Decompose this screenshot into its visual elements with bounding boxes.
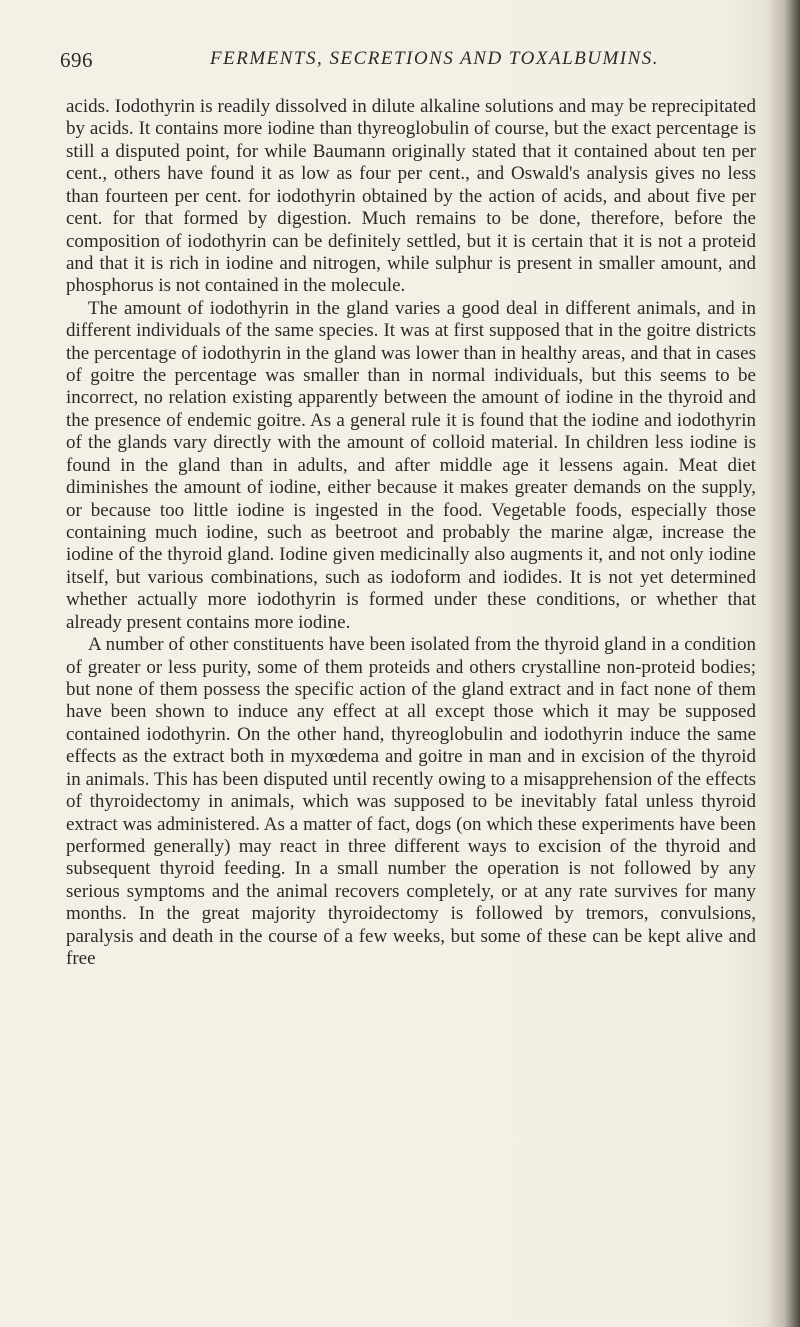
- paragraph: acids. Iodothyrin is readily dissolved in dilute alkaline solutions and may be reprecipitated by acids. It contains more iodine than thyreoglobulin of course, but the exact percentage is still a disputed point, for while Baumann originally stated that it contained about ten per cent., others have found it as low as four per cent., and Oswald's analysis gives no less than fourteen per cent. for iodothyrin obtained by the action of acids, and about five per cent. for that formed by digestion. Much remains to be done, therefore, before the composition of iodothyrin can be definitely settled, but it is certain that it is not a proteid and that it is rich in iodine and nitrogen, while sulphur is present in smaller amount, and phosphorus is not contained in the molecule.: [66, 96, 756, 297]
- page-edge-shadow: [766, 0, 800, 1327]
- running-head: [60, 48, 760, 78]
- body-text: [66, 96, 756, 970]
- paragraph: A number of other constituents have been isolated from the thyroid gland in a condition of greater or less purity, some of them proteids and others crystalline non-proteid bodies; but none of them possess the specific action of the gland extract and in fact none of them have been shown to induce any effect at all except those which it may be supposed contained iodothyrin. On the other hand, thyreoglobulin and iodothyrin induce the same effects as the extract both in myxœdema and goitre in man and in excision of the thyroid in animals. This has been disputed until recently owing to a misapprehension of the effects of thyroidectomy in animals, which was supposed to be inevitably fatal unless thyroid extract was administered. As a matter of fact, dogs (on which these experiments have been performed generally) may react in three different ways to excision of the thyroid and subsequent thyroid feeding. In a small number the operation is not followed by any serious symptoms and the animal recovers completely, or at any rate survives for many months. In the great majority thyroidectomy is followed by tremors, convulsions, paralysis and death in the course of a few weeks, but some of these can be kept alive and free: [66, 634, 756, 970]
- running-head-title: FERMENTS, SECRETIONS AND TOXALBUMINS.: [210, 48, 660, 69]
- page-number: 696: [60, 48, 93, 72]
- paragraph: The amount of iodothyrin in the gland varies a good deal in different animals, and in different individuals of the same species. It was at first supposed that in the goitre districts the percentage of iodothyrin in the gland was lower than in healthy areas, and that in cases of goitre the percentage was smaller than in normal individuals, but this seems to be incorrect, no relation existing apparently between the amount of iodine in the thyroid and the presence of endemic goitre. As a general rule it is found that the iodine and iodothyrin of the glands vary directly with the amount of colloid material. In children less iodine is found in the gland than in adults, and after middle age it lessens again. Meat diet diminishes the amount of iodine, either because it makes greater demands on the supply, or because too little iodine is ingested in the food. Vegetable foods, especially those containing much iodine, such as beetroot and probably the marine algæ, increase the iodine of the thyroid gland. Iodine given medicinally also augments it, and not only iodine itself, but various combinations, such as iodoform and iodides. It is not yet determined whether actually more iodothyrin is formed under these conditions, or whether that already present contains more iodine.: [66, 297, 756, 633]
